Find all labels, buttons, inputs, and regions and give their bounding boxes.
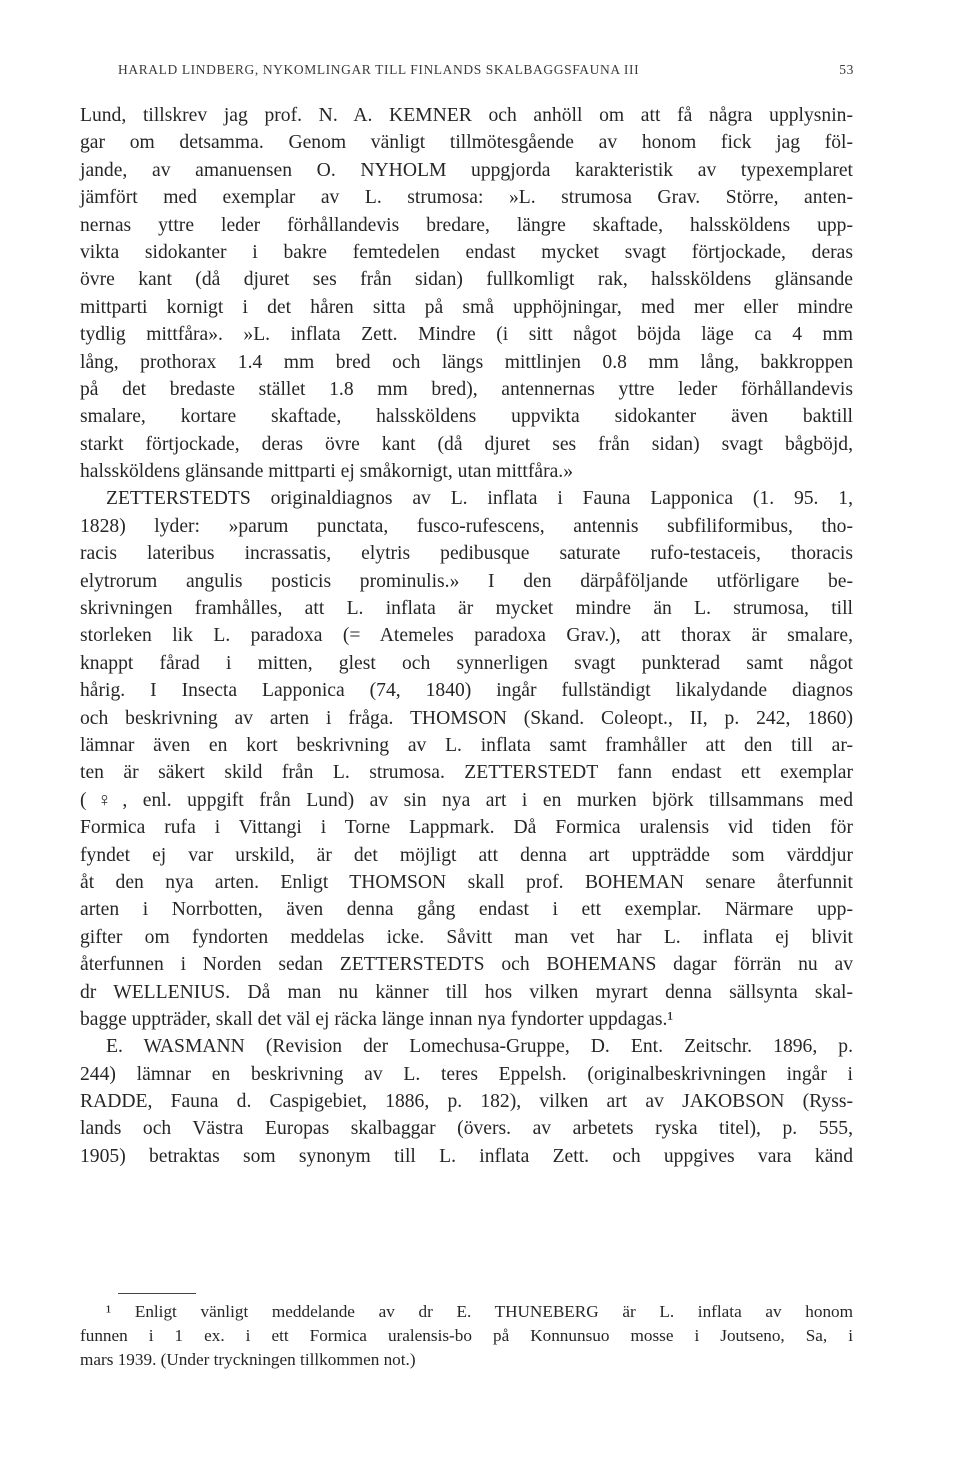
body-line: gar om detsamma. Genom vänligt tillmötesgående av honom fick jag föl-	[80, 132, 853, 154]
body-line: jämfört med exemplar av L. strumosa: »L. strumosa Grav. Större, anten-	[80, 187, 853, 209]
page-number: 53	[839, 62, 854, 77]
body-line: halssköldens glänsande mittparti ej småkornigt, utan mittfåra.»	[80, 461, 574, 483]
body-line: storleken lik L. paradoxa (= Atemeles paradoxa Grav.), att thorax är smalare,	[80, 625, 853, 647]
footnote-line: mars 1939. (Under tryckningen tillkommen not.)	[80, 1349, 416, 1369]
body-line: smalare, kortare skaftade, halssköldens uppvikta sidokanter även baktill	[80, 406, 853, 428]
body-line: mittparti kornigt i det håren sitta på små upphöjningar, med mer eller mindre	[80, 296, 853, 318]
body-text	[80, 102, 853, 1170]
body-line: skrivningen framhålles, att L. inflata är mycket mindre än L. strumosa, till	[80, 598, 853, 620]
running-header	[118, 62, 854, 78]
body-line: gifter om fyndorten meddelas icke. Såvitt man vet har L. inflata ej blivit	[80, 926, 853, 948]
body-line: bagge uppträder, skall det väl ej räcka länge innan nya fyndorter uppdagas.¹	[80, 1008, 674, 1030]
footnote-line: funnen i 1 ex. i ett Formica uralensis-bo på Konnunsuo mosse i Joutseno, Sa, i	[80, 1325, 853, 1345]
body-line: racis lateribus incrassatis, elytris pedibusque saturate rufo-testaceis, thoracis	[80, 543, 853, 565]
body-line: dr WELLENIUS. Då man nu känner till hos vilken myrart denna sällsynta skal-	[80, 981, 853, 1003]
body-line: lämnar även en kort beskrivning av L. inflata samt framhåller att den till ar-	[80, 734, 853, 756]
body-line: E. WASMANN (Revision der Lomechusa-Gruppe, D. Ent. Zeitschr. 1896, p.	[106, 1036, 853, 1058]
body-line: elytrorum angulis posticis prominulis.» I den därpåföljande utförligare be-	[80, 570, 853, 592]
body-line: starkt förtjockade, deras övre kant (då djuret ses från sidan) svagt bågböjd,	[80, 433, 853, 455]
body-line: Formica rufa i Vittangi i Torne Lappmark. Då Formica uralensis vid tiden för	[80, 817, 853, 839]
body-line: åt den nya arten. Enligt THOMSON skall prof. BOHEMAN senare återfunnit	[80, 871, 853, 893]
body-line: och beskrivning av arten i fråga. THOMSON (Skand. Coleopt., II, p. 242, 1860)	[80, 707, 853, 729]
body-line: nernas yttre leder förhållandevis bredare, längre skaftade, halssköldens upp-	[80, 214, 853, 236]
body-line: tydlig mittfåra». »L. inflata Zett. Mindre (i sitt något böjda läge ca 4 mm	[80, 324, 853, 346]
footnote	[80, 1300, 853, 1371]
body-line: RADDE, Fauna d. Caspigebiet, 1886, p. 182), vilken art av JAKOBSON (Ryss-	[80, 1091, 853, 1113]
footnote-line: ¹ Enligt vänligt meddelande av dr E. THUNEBERG är L. inflata av honom	[106, 1302, 853, 1321]
body-line: på det bredaste stället 1.8 mm bred), antennernas yttre leder förhållandevis	[80, 378, 853, 400]
body-line: arten i Norrbotten, även denna gång endast i ett exemplar. Närmare upp-	[80, 899, 853, 921]
body-line: (♀, enl. uppgift från Lund) av sin nya art i en murken björk tillsammans med	[80, 789, 853, 811]
body-line: 1828) lyder: »parum punctata, fusco-rufescens, antennis subfiliformibus, tho-	[80, 515, 853, 537]
running-title: HARALD LINDBERG, NYKOMLINGAR TILL FINLANDS SKALBAGGSFAUNA III	[118, 62, 640, 77]
body-line: knappt fårad i mitten, glest och synnerligen svagt punkterad samt något	[80, 652, 853, 674]
body-line: lands och Västra Europas skalbaggar (övers. av arbetets ryska titel), p. 555,	[80, 1118, 853, 1140]
body-line: 244) lämnar en beskrivning av L. teres Eppelsh. (originalbeskrivningen ingår i	[80, 1063, 853, 1085]
body-line: ten är säkert skild från L. strumosa. ZETTERSTEDT fann endast ett exemplar	[80, 762, 853, 784]
body-line: hårig. I Insecta Lapponica (74, 1840) ingår fullständigt likalydande diagnos	[80, 680, 853, 702]
body-line: fyndet ej var urskild, är det möjligt att denna art uppträdde som värddjur	[80, 844, 853, 866]
body-line: lång, prothorax 1.4 mm bred och längs mittlinjen 0.8 mm lång, bakkroppen	[80, 351, 853, 373]
footnote-rule	[118, 1293, 196, 1294]
body-line: 1905) betraktas som synonym till L. inflata Zett. och uppgives vara känd	[80, 1145, 853, 1167]
body-line: jande, av amanuensen O. NYHOLM uppgjorda karakteristik av typexemplaret	[80, 159, 853, 181]
body-line: Lund, tillskrev jag prof. N. A. KEMNER och anhöll om att få några upplysnin-	[80, 105, 853, 126]
body-line: återfunnen i Norden sedan ZETTERSTEDTS och BOHEMANS dagar förrän nu av	[80, 954, 853, 976]
body-line: vikta sidokanter i bakre femtedelen endast mycket svagt förtjockade, deras	[80, 241, 853, 263]
body-line: övre kant (då djuret ses från sidan) fullkomligt rak, halssköldens glänsande	[80, 269, 853, 291]
body-line: ZETTERSTEDTS originaldiagnos av L. inflata i Fauna Lapponica (1. 95. 1,	[106, 488, 853, 510]
